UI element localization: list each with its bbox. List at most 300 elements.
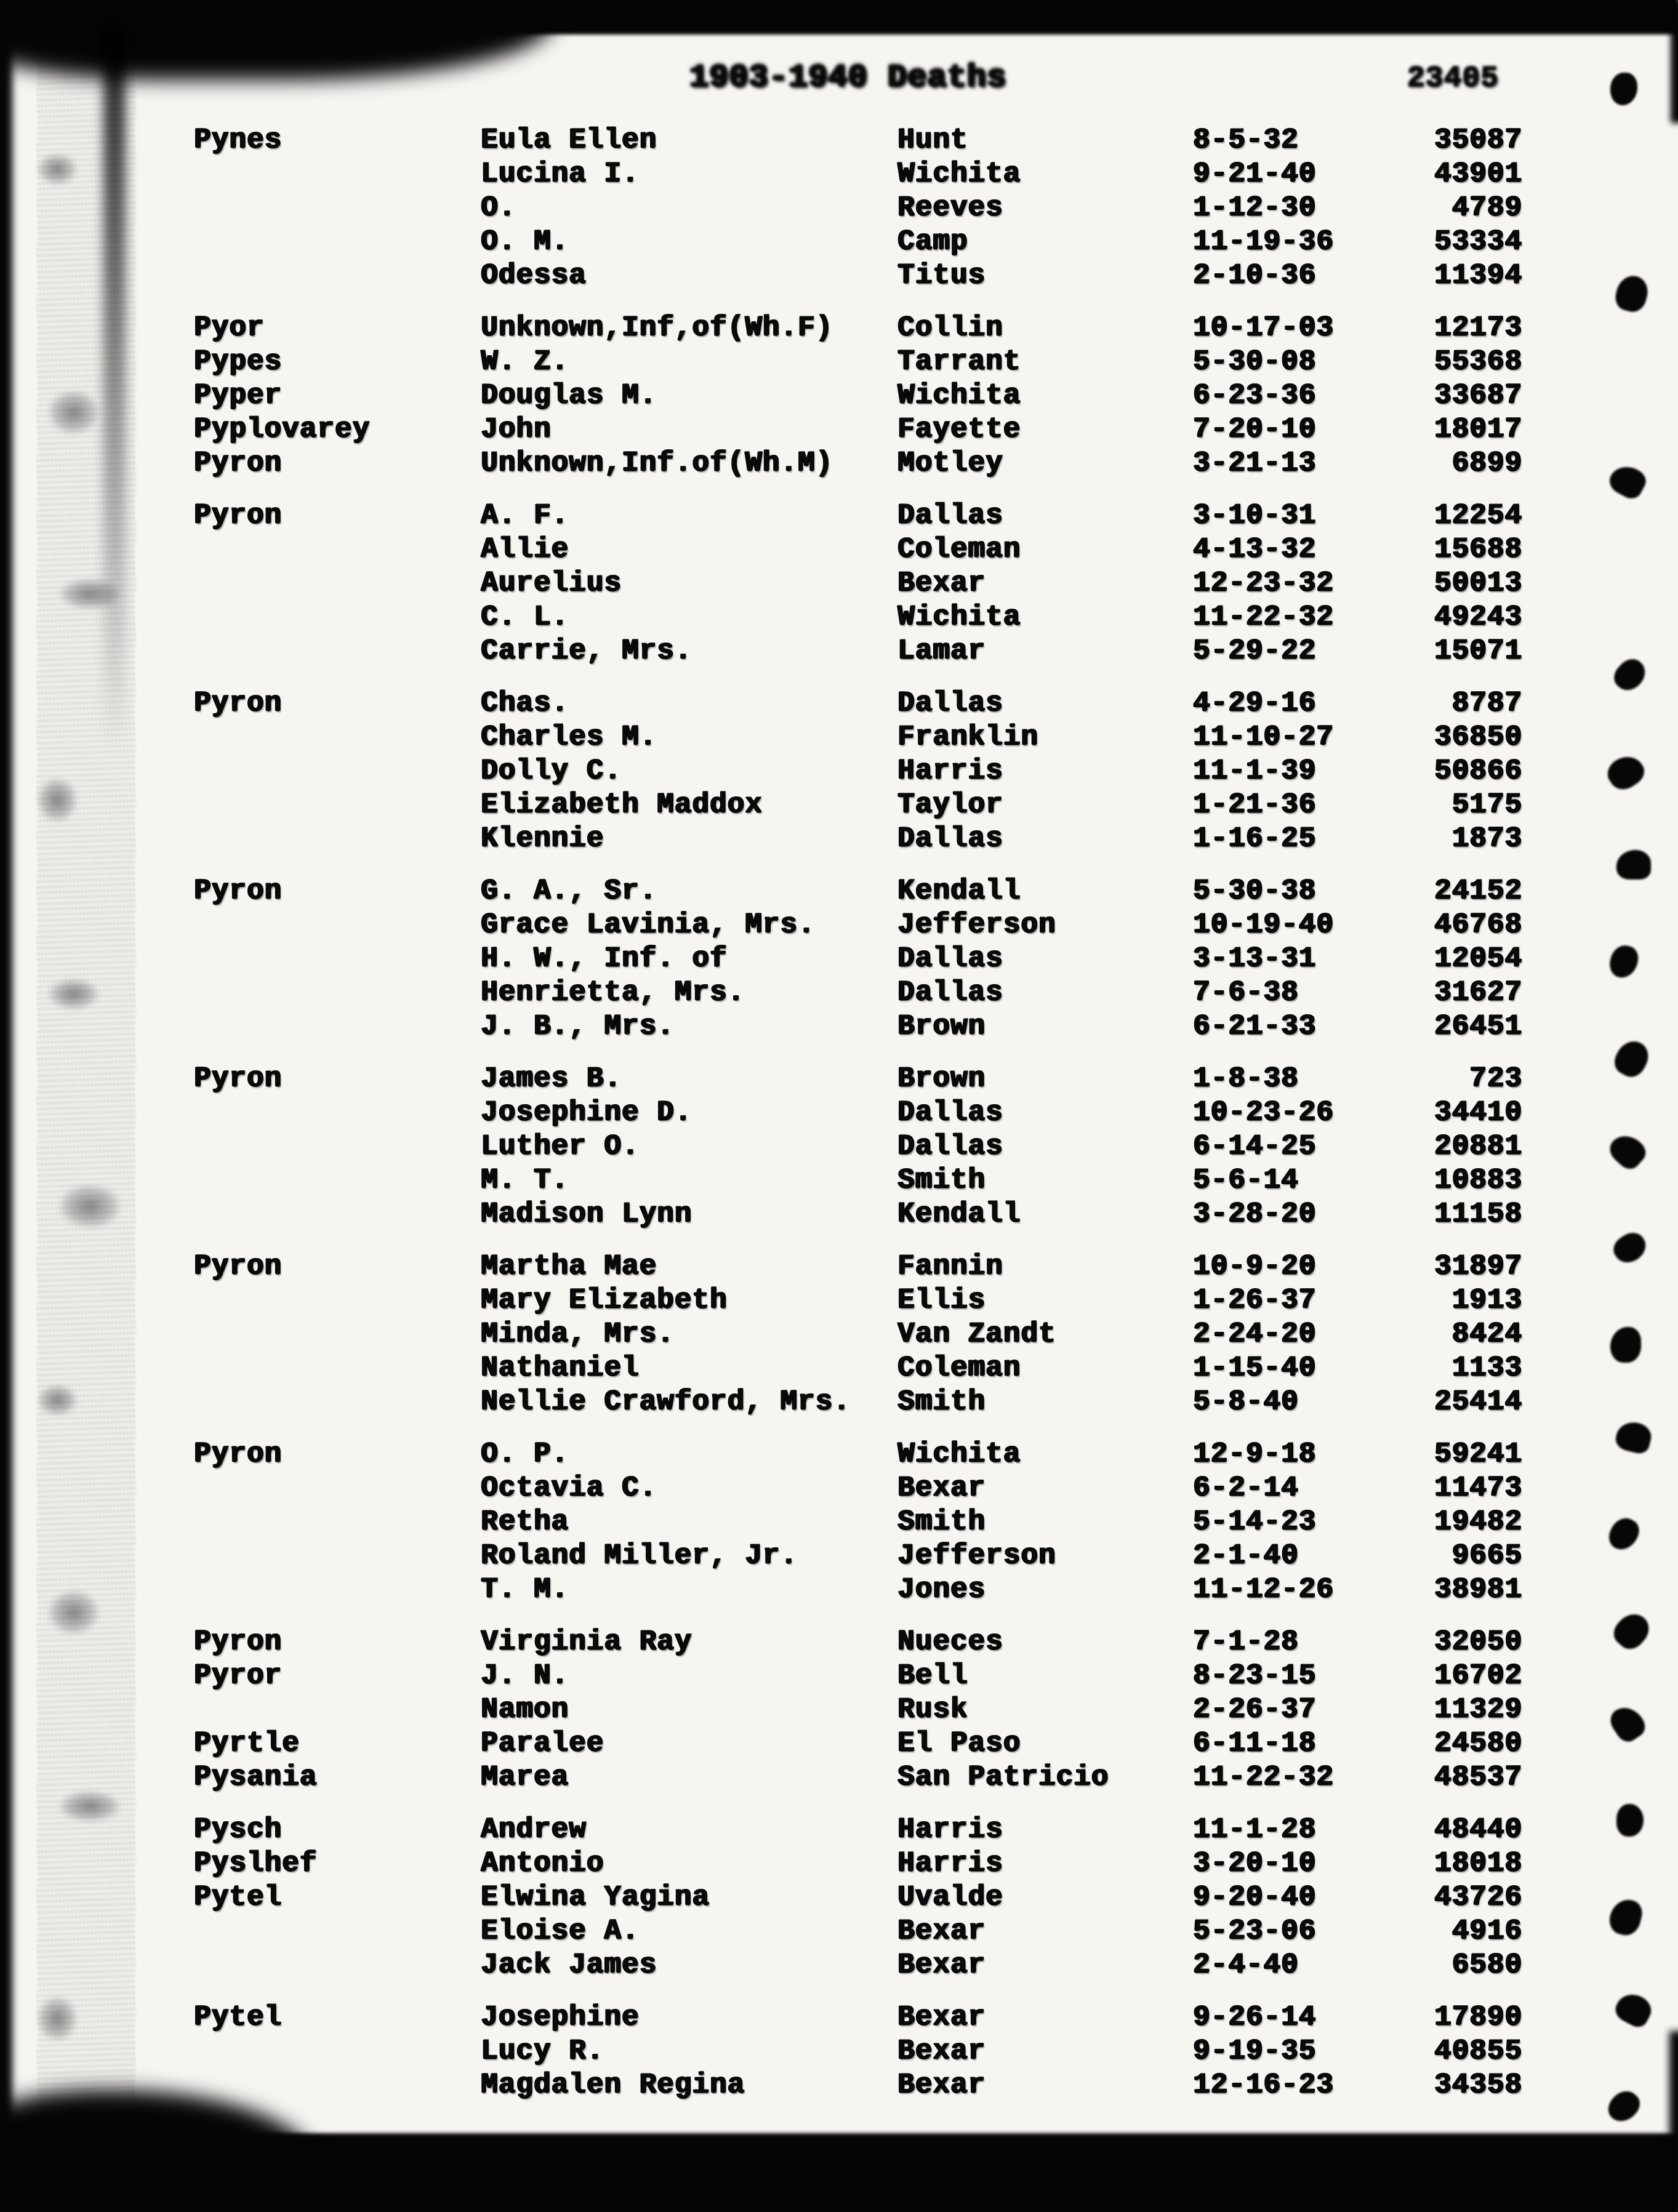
surname-cell: [194, 1096, 481, 1129]
record-group: [194, 499, 1522, 668]
given-name-cell: Eloise A.: [481, 1915, 640, 1947]
county-cell: Bexar: [897, 2069, 986, 2101]
county-cell: Harris: [897, 755, 1003, 787]
given-name-cell: O. P.: [481, 1438, 569, 1470]
table-row: [194, 720, 1522, 754]
date-cell: 1-15-40: [1193, 1352, 1317, 1384]
table-row: [194, 2068, 1522, 2102]
table-row: [194, 258, 1522, 292]
certificate-number-cell: 55368: [1434, 345, 1522, 377]
table-row: [194, 1096, 1522, 1129]
given-name-cell: C. L.: [481, 601, 569, 633]
table-row: [194, 942, 1522, 976]
date-cell: 10-19-40: [1193, 908, 1334, 940]
margin-smudge: [30, 1379, 85, 1422]
surname-cell: Pytel: [194, 1881, 283, 1913]
record-group: [194, 1249, 1522, 1419]
given-name-cell: Marea: [481, 1761, 569, 1793]
table-row: [194, 1760, 1522, 1794]
date-cell: 11-10-27: [1193, 721, 1334, 753]
certificate-number-cell: 40855: [1434, 2035, 1522, 2067]
given-name-cell: Octavia C.: [481, 1472, 657, 1504]
certificate-number-cell: 25414: [1434, 1385, 1522, 1417]
given-name-cell: Virginia Ray: [481, 1625, 692, 1657]
county-cell: Smith: [897, 1505, 986, 1537]
date-cell: 1-8-38: [1193, 1062, 1299, 1094]
county-cell: Dallas: [897, 687, 1003, 719]
county-cell: Dallas: [897, 1096, 1003, 1128]
given-name-cell: A. F.: [481, 499, 569, 531]
county-cell: Jones: [897, 1573, 986, 1605]
certificate-number-cell: 6899: [1451, 447, 1522, 479]
certificate-number-cell: 16702: [1434, 1659, 1522, 1691]
binder-hole-mark: [1607, 1896, 1645, 1938]
certificate-number-cell: 31897: [1434, 1250, 1522, 1282]
county-cell: Coleman: [897, 1352, 1021, 1384]
date-cell: 3-28-20: [1193, 1198, 1317, 1230]
county-cell: Reeves: [897, 191, 1003, 223]
county-cell: Dallas: [897, 976, 1003, 1008]
county-cell: Dallas: [897, 942, 1003, 974]
certificate-number-cell: 48440: [1434, 1813, 1522, 1845]
surname-cell: [194, 942, 481, 976]
margin-smudge: [47, 572, 133, 615]
given-name-cell: Retha: [481, 1505, 569, 1537]
record-group: [194, 123, 1522, 292]
county-cell: Wichita: [897, 601, 1021, 633]
certificate-number-cell: 1873: [1451, 822, 1522, 854]
date-cell: 2-24-20: [1193, 1318, 1317, 1350]
surname-cell: [194, 720, 481, 754]
county-cell: Fayette: [897, 413, 1021, 445]
given-name-cell: Dolly C.: [481, 755, 622, 787]
certificate-number-cell: 723: [1469, 1062, 1522, 1094]
margin-smudge: [38, 972, 109, 1016]
table-row: [194, 1914, 1522, 1948]
certificate-number-cell: 12173: [1434, 311, 1522, 343]
margin-smudge: [30, 1988, 85, 2050]
given-name-cell: Roland Miller, Jr.: [481, 1539, 798, 1571]
surname-cell: Pyron: [194, 499, 283, 531]
binder-hole-mark: [1609, 654, 1651, 696]
county-cell: Lamar: [897, 635, 986, 667]
date-cell: 9-21-40: [1193, 158, 1317, 190]
binder-hole-mark: [1605, 460, 1650, 503]
date-cell: 4-13-32: [1193, 533, 1317, 565]
date-cell: 9-19-35: [1193, 2035, 1317, 2067]
surname-cell: Pypes: [194, 345, 283, 377]
given-name-cell: Carrie, Mrs.: [481, 635, 692, 667]
date-cell: 5-14-23: [1193, 1505, 1317, 1537]
surname-cell: [194, 634, 481, 668]
certificate-number-cell: 49243: [1434, 601, 1522, 633]
date-cell: 7-20-10: [1193, 413, 1317, 445]
surname-cell: [194, 754, 481, 788]
surname-cell: [194, 225, 481, 258]
date-cell: 5-30-08: [1193, 345, 1317, 377]
certificate-number-cell: 18017: [1434, 413, 1522, 445]
county-cell: Jefferson: [897, 1539, 1056, 1571]
surname-cell: [194, 258, 481, 292]
surname-cell: [194, 1009, 481, 1043]
county-cell: Harris: [897, 1813, 1003, 1845]
given-name-cell: Madison Lynn: [481, 1198, 692, 1230]
surname-cell: Pyron: [194, 1062, 283, 1094]
scan-edge-right-top: [1671, 0, 1678, 123]
county-cell: Wichita: [897, 1438, 1021, 1470]
certificate-number-cell: 33687: [1434, 379, 1522, 411]
surname-cell: Pynes: [194, 124, 283, 156]
table-row: [194, 123, 1522, 157]
date-cell: 2-4-40: [1193, 1949, 1299, 1981]
table-row: [194, 1726, 1522, 1760]
county-cell: Kendall: [897, 875, 1021, 907]
certificate-number-cell: 11473: [1434, 1472, 1522, 1504]
surname-cell: Pyron: [194, 1250, 283, 1282]
certificate-number-cell: 1133: [1451, 1352, 1522, 1384]
county-cell: Coleman: [897, 533, 1021, 565]
given-name-cell: Nellie Crawford, Mrs.: [481, 1385, 851, 1417]
table-row: [194, 908, 1522, 942]
date-cell: 11-19-36: [1193, 225, 1334, 257]
date-cell: 10-23-26: [1193, 1096, 1334, 1128]
date-cell: 6-14-25: [1193, 1130, 1317, 1162]
certificate-number-cell: 4789: [1451, 191, 1522, 223]
date-cell: 10-9-20: [1193, 1250, 1317, 1282]
binder-hole-mark: [1613, 1419, 1654, 1456]
table-row: [194, 1813, 1522, 1846]
surname-cell: [194, 566, 481, 600]
given-name-cell: O. M.: [481, 225, 569, 257]
date-cell: 11-22-32: [1193, 601, 1334, 633]
date-cell: 11-22-32: [1193, 1761, 1334, 1793]
binder-hole-mark: [1603, 2085, 1645, 2128]
table-row: [194, 1197, 1522, 1231]
county-cell: Bexar: [897, 2001, 986, 2033]
table-row: [194, 379, 1522, 412]
given-name-cell: Mary Elizabeth: [481, 1284, 728, 1316]
surname-cell: [194, 532, 481, 566]
record-group: [194, 686, 1522, 856]
county-cell: Smith: [897, 1164, 986, 1196]
given-name-cell: J. B., Mrs.: [481, 1010, 675, 1042]
county-cell: Taylor: [897, 788, 1003, 820]
surname-cell: Pyor: [194, 311, 265, 343]
given-name-cell: Grace Lavinia, Mrs.: [481, 908, 816, 940]
binder-hole-mark: [1609, 1227, 1652, 1268]
given-name-cell: O.: [481, 191, 516, 223]
surname-cell: [194, 2068, 481, 2102]
surname-cell: Pyron: [194, 1438, 283, 1470]
given-name-cell: W. Z.: [481, 345, 569, 377]
date-cell: 3-20-10: [1193, 1847, 1317, 1879]
surname-cell: [194, 1914, 481, 1948]
surname-cell: [194, 1163, 481, 1197]
county-cell: Bexar: [897, 1949, 986, 1981]
certificate-number-cell: 8787: [1451, 687, 1522, 719]
table-row: [194, 1129, 1522, 1163]
binder-hole-mark: [1607, 942, 1641, 980]
given-name-cell: Allie: [481, 533, 569, 565]
certificate-number-cell: 4916: [1451, 1915, 1522, 1947]
county-cell: El Paso: [897, 1727, 1021, 1759]
county-cell: Tarrant: [897, 345, 1021, 377]
certificate-number-cell: 19482: [1434, 1505, 1522, 1537]
date-cell: 6-11-18: [1193, 1727, 1317, 1759]
date-cell: 11-1-39: [1193, 755, 1317, 787]
given-name-cell: Elwina Yagina: [481, 1881, 710, 1913]
page-number: 23405: [1407, 62, 1499, 95]
county-cell: Camp: [897, 225, 968, 257]
table-row: [194, 1437, 1522, 1471]
county-cell: Van Zandt: [897, 1318, 1056, 1350]
binder-hole-mark: [1602, 750, 1649, 795]
record-group: [194, 1625, 1522, 1794]
table-row: [194, 1505, 1522, 1539]
surname-cell: [194, 1948, 481, 1982]
surname-cell: Pysch: [194, 1813, 283, 1845]
surname-cell: [194, 908, 481, 942]
table-row: [194, 1948, 1522, 1982]
given-name-cell: James B.: [481, 1062, 622, 1094]
record-group: [194, 2000, 1522, 2102]
surname-cell: Pyper: [194, 379, 283, 411]
surname-cell: [194, 788, 481, 822]
certificate-number-cell: 31627: [1434, 976, 1522, 1008]
given-name-cell: Elizabeth Maddox: [481, 788, 763, 820]
certificate-number-cell: 48537: [1434, 1761, 1522, 1793]
given-name-cell: Minda, Mrs.: [481, 1318, 675, 1350]
surname-cell: [194, 1573, 481, 1606]
surname-cell: Pyron: [194, 875, 283, 907]
county-cell: Collin: [897, 311, 1003, 343]
given-name-cell: Andrew: [481, 1813, 587, 1845]
date-cell: 8-23-15: [1193, 1659, 1317, 1691]
table-row: [194, 532, 1522, 566]
certificate-number-cell: 17890: [1434, 2001, 1522, 2033]
county-cell: Dallas: [897, 499, 1003, 531]
table-row: [194, 754, 1522, 788]
binder-hole-mark: [1610, 1327, 1641, 1363]
table-row: [194, 788, 1522, 822]
certificate-number-cell: 1913: [1451, 1284, 1522, 1316]
date-cell: 6-21-33: [1193, 1010, 1317, 1042]
surname-cell: [194, 1539, 481, 1573]
table-row: [194, 1009, 1522, 1043]
certificate-number-cell: 32050: [1434, 1625, 1522, 1657]
certificate-number-cell: 59241: [1434, 1438, 1522, 1470]
table-row: [194, 1880, 1522, 1914]
county-cell: Harris: [897, 1847, 1003, 1879]
certificate-number-cell: 24152: [1434, 875, 1522, 907]
certificate-number-cell: 38981: [1434, 1573, 1522, 1605]
county-cell: Wichita: [897, 158, 1021, 190]
table-row: [194, 225, 1522, 258]
surname-cell: Pysania: [194, 1761, 318, 1793]
table-row: [194, 1659, 1522, 1693]
given-name-cell: Klennie: [481, 822, 604, 854]
certificate-number-cell: 18018: [1434, 1847, 1522, 1879]
surname-cell: [194, 600, 481, 634]
certificate-number-cell: 36850: [1434, 721, 1522, 753]
county-cell: Bexar: [897, 1472, 986, 1504]
county-cell: Smith: [897, 1385, 986, 1417]
surname-cell: [194, 1129, 481, 1163]
given-name-cell: Eula Ellen: [481, 124, 657, 156]
certificate-number-cell: 5175: [1451, 788, 1522, 820]
certificate-number-cell: 26451: [1434, 1010, 1522, 1042]
margin-smudge: [30, 769, 85, 831]
given-name-cell: Martha Mae: [481, 1250, 657, 1282]
county-cell: Bexar: [897, 2035, 986, 2067]
table-row: [194, 1163, 1522, 1197]
county-cell: Dallas: [897, 822, 1003, 854]
given-name-cell: Josephine: [481, 2001, 640, 2033]
surname-cell: [194, 2034, 481, 2068]
margin-smudge: [38, 382, 109, 443]
record-group: [194, 1437, 1522, 1606]
surname-cell: Pyrtle: [194, 1727, 300, 1759]
certificate-number-cell: 12254: [1434, 499, 1522, 531]
table-row: [194, 1539, 1522, 1573]
given-name-cell: Douglas M.: [481, 379, 657, 411]
surname-cell: [194, 1693, 481, 1726]
certificate-number-cell: 6580: [1451, 1949, 1522, 1981]
given-name-cell: Unknown,Inf,of(Wh.F): [481, 311, 833, 343]
surname-cell: Pyron: [194, 687, 283, 719]
binder-hole-mark: [1612, 1989, 1656, 2031]
county-cell: Ellis: [897, 1284, 986, 1316]
given-name-cell: Lucina I.: [481, 158, 640, 190]
certificate-number-cell: 9665: [1451, 1539, 1522, 1571]
county-cell: Nueces: [897, 1625, 1003, 1657]
table-row: [194, 600, 1522, 634]
table-row: [194, 1573, 1522, 1606]
certificate-number-cell: 12054: [1434, 942, 1522, 974]
margin-smudge: [47, 1785, 133, 1828]
margin-smudge: [38, 1582, 109, 1643]
county-cell: Uvalde: [897, 1881, 1003, 1913]
binder-hole-mark: [1604, 1513, 1644, 1555]
certificate-number-cell: 11329: [1434, 1693, 1522, 1725]
date-cell: 8-5-32: [1193, 124, 1299, 156]
given-name-cell: Namon: [481, 1693, 569, 1725]
surname-cell: Pytel: [194, 2001, 283, 2033]
table-row: [194, 2000, 1522, 2034]
date-cell: 1-16-25: [1193, 822, 1317, 854]
county-cell: Hunt: [897, 124, 968, 156]
table-row: [194, 2034, 1522, 2068]
death-index-table: [194, 123, 1522, 2120]
given-name-cell: T. M.: [481, 1573, 569, 1605]
date-cell: 5-29-22: [1193, 635, 1317, 667]
given-name-cell: Chas.: [481, 687, 569, 719]
surname-cell: Pyron: [194, 447, 283, 479]
date-cell: 2-10-36: [1193, 259, 1317, 291]
table-row: [194, 1317, 1522, 1351]
binder-hole-mark: [1616, 1804, 1644, 1837]
surname-cell: [194, 1197, 481, 1231]
binder-hole-mark: [1605, 1128, 1650, 1173]
binder-hole-mark: [1610, 73, 1637, 105]
certificate-number-cell: 24580: [1434, 1727, 1522, 1759]
table-row: [194, 345, 1522, 379]
county-cell: Wichita: [897, 379, 1021, 411]
date-cell: 12-23-32: [1193, 567, 1334, 599]
date-cell: 3-21-13: [1193, 447, 1317, 479]
date-cell: 11-12-26: [1193, 1573, 1334, 1605]
record-group: [194, 1062, 1522, 1231]
binder-hole-mark: [1610, 1036, 1653, 1082]
table-row: [194, 1283, 1522, 1317]
certificate-number-cell: 43726: [1434, 1881, 1522, 1913]
table-row: [194, 311, 1522, 345]
county-cell: Jefferson: [897, 908, 1056, 940]
surname-cell: Pyror: [194, 1659, 283, 1691]
table-row: [194, 1249, 1522, 1283]
date-cell: 7-1-28: [1193, 1625, 1299, 1657]
county-cell: Rusk: [897, 1693, 968, 1725]
county-cell: Fannin: [897, 1250, 1003, 1282]
county-cell: Bexar: [897, 1915, 986, 1947]
scan-edge-left: [0, 0, 12, 2212]
date-cell: 12-9-18: [1193, 1438, 1317, 1470]
margin-smudge: [47, 1176, 133, 1237]
date-cell: 5-6-14: [1193, 1164, 1299, 1196]
table-row: [194, 446, 1522, 480]
surname-cell: [194, 191, 481, 225]
table-row: [194, 191, 1522, 225]
date-cell: 3-13-31: [1193, 942, 1317, 974]
binder-hole-mark: [1608, 1608, 1655, 1655]
binder-hole-mark: [1616, 850, 1651, 880]
table-row: [194, 976, 1522, 1009]
record-group: [194, 311, 1522, 480]
given-name-cell: H. W., Inf. of: [481, 942, 728, 974]
date-cell: 1-26-37: [1193, 1284, 1317, 1316]
date-cell: 1-21-36: [1193, 788, 1317, 820]
certificate-number-cell: 34358: [1434, 2069, 1522, 2101]
date-cell: 1-12-30: [1193, 191, 1317, 223]
certificate-number-cell: 10883: [1434, 1164, 1522, 1196]
surname-cell: [194, 1471, 481, 1505]
county-cell: San Patricio: [897, 1761, 1109, 1793]
table-row: [194, 634, 1522, 668]
binder-hole-mark: [1613, 273, 1652, 315]
certificate-number-cell: 15071: [1434, 635, 1522, 667]
certificate-number-cell: 11158: [1434, 1198, 1522, 1230]
date-cell: 4-29-16: [1193, 687, 1317, 719]
given-name-cell: J. N.: [481, 1659, 569, 1691]
given-name-cell: Magdalen Regina: [481, 2069, 745, 2101]
certificate-number-cell: 34410: [1434, 1096, 1522, 1128]
given-name-cell: Josephine D.: [481, 1096, 692, 1128]
table-row: [194, 1625, 1522, 1659]
county-cell: Titus: [897, 259, 986, 291]
date-cell: 5-23-06: [1193, 1915, 1317, 1947]
table-row: [194, 1062, 1522, 1096]
date-cell: 3-10-31: [1193, 499, 1317, 531]
certificate-number-cell: 8424: [1451, 1318, 1522, 1350]
county-cell: Bell: [897, 1659, 968, 1691]
date-cell: 5-8-40: [1193, 1385, 1299, 1417]
date-cell: 7-6-38: [1193, 976, 1299, 1008]
table-row: [194, 566, 1522, 600]
table-row: [194, 412, 1522, 446]
date-cell: 6-23-36: [1193, 379, 1317, 411]
given-name-cell: Aurelius: [481, 567, 622, 599]
table-row: [194, 874, 1522, 908]
